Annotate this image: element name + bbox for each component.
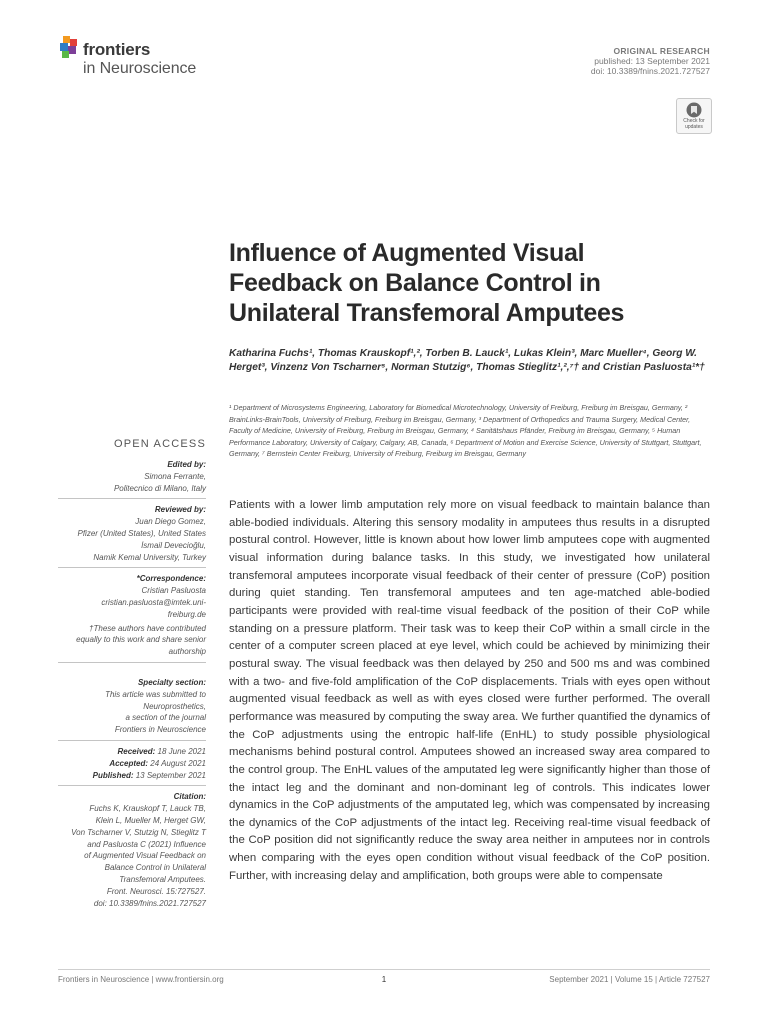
citation-line: Klein L, Mueller M, Herget GW,	[95, 815, 206, 825]
specialty-line: Frontiers in Neuroscience	[114, 725, 206, 735]
reviewer-affiliation: Namik Kemal University, Turkey	[93, 552, 206, 562]
editor-name: Simona Ferrante,	[144, 471, 206, 481]
page-number: 1	[381, 975, 387, 984]
article-title: Influence of Augmented Visual Feedback on Balance Control in Unilateral Transfemoral Amputees	[229, 239, 625, 327]
citation-line: Transfemoral Amputees.	[119, 874, 206, 884]
published-date-sidebar: Published: 13 September 2021	[92, 770, 206, 780]
journal-logo	[58, 36, 218, 80]
reviewer-name: İsmail Devecioğlu,	[141, 540, 206, 550]
editor-affiliation: Politecnico di Milano, Italy	[113, 483, 206, 493]
citation-line: and Pasluosta C (2021) Influence	[87, 839, 206, 849]
check-for-updates-badge[interactable]	[676, 98, 712, 134]
abstract-text: Patients with a lower limb amputation rely more on visual feedback to maintain balance than able-bodied individuals. Altering this sensory modality in amputees thus results in a disrupted postural control. However, little is known about how lower limb amputees cope with augmented visual information during balance tasks. In this study, we investigated how unilateral transfemoral amputees incorporate visual feedback of their center of pressure (CoP) position during quiet standing. Ten transfemoral amputees and ten age-matched able-bodied participants were provided with real-time visual feedback of the position of their CoP while standing on a pressure platform. Their task was to keep their CoP within a small circle in the center of a computer screen placed at eye level, which could be achieved by minimizing their postural sway. The visual feedback was then delayed by 250 and 500 ms and was combined with a two- and five-fold amplification of the CoP displacements. Trials with eyes open without augmented visual feedback as well as with eyes closed were further performed. The overall performance was measured by computing the sway area. We further quantified the dynamics of the CoP adjustments using the entropic half-life (EnHL) to study possible physiological mechanisms behind postural control. Amputees showed an increased sway area compared to the control group. The EnHL values of the amputated leg were significantly higher than those of the intact leg and the dominant and non-dominant leg of controls. This indicates lower dynamics in the CoP adjustments of the amputated leg, which was compensated by increasing the dynamics of the CoP adjustments of the intact leg. Receiving real-time visual feedback of the CoP position did not significantly reduce the sway area neither in amputees nor in controls when comparing with the eyes open condition without visual feedback of the CoP position. Further, with increasing delay and amplification, both groups were able to compensate	[229, 499, 710, 882]
doi: doi: 10.3389/fnins.2021.727527	[590, 66, 710, 76]
divider	[58, 498, 206, 499]
specialty-line: Neuroprosthetics,	[143, 701, 206, 711]
correspondence-label: *Correspondence:	[136, 574, 206, 584]
published-date: published: 13 September 2021	[594, 56, 710, 66]
article-sidebar	[58, 438, 206, 909]
contribution-note: authorship	[168, 647, 206, 657]
badge-text: Check for updates	[683, 118, 705, 130]
spacer	[58, 668, 206, 677]
edited-by-label: Edited by:	[167, 460, 206, 469]
article-header-info	[460, 46, 710, 76]
specialty-label: Specialty section:	[137, 677, 206, 687]
divider	[58, 785, 206, 786]
specialty-line: a section of the journal	[125, 713, 206, 723]
divider	[58, 662, 206, 663]
citation-line: Von Tscharner V, Stutzig N, Stieglitz T	[71, 827, 206, 837]
footer-issue-info: September 2021 | Volume 15 | Article 727527	[549, 975, 710, 984]
logo-line1: frontiers	[83, 40, 151, 59]
frontiers-logo-icon	[58, 36, 80, 62]
citation-line: Front. Neurosci. 15:727527.	[106, 886, 206, 896]
citation-doi[interactable]: doi: 10.3389/fnins.2021.727527	[93, 898, 206, 908]
page-footer	[58, 969, 710, 984]
affiliations: ¹ Department of Microsystems Engineering, Laboratory for Biomedical Microtechnology, University of Freiburg, Freiburg im Breisgau, Germany, ² BrainLinks-BrainTools, University of Freiburg, Freiburg im Breisgau, Germany, ³ Department of Orthopedics and Trauma Surgery, Medical Center, Faculty of Medicine, University of Freiburg, Freiburg im Breisgau, Germany, ⁴ Sanitätshaus Pfänder, Freiburg im Breisgau, Germany, ⁵ Human Performance Laboratory, University of Calgary, Calgary, AB, Canada, ⁶ Department of Motion and Exercise Science, University of Stuttgart, Stuttgart, Germany, ⁷ Bernstein Center Freiburg, University of Freiburg, Freiburg im Breisgau, Germany	[229, 403, 702, 458]
divider	[58, 567, 206, 568]
contribution-note: †These authors have contributed	[89, 623, 206, 633]
citation-label: Citation:	[173, 792, 206, 802]
footer-journal-link[interactable]: Frontiers in Neuroscience | www.frontiersin.org	[58, 975, 224, 984]
reviewer-affiliation: Pfizer (United States), United States	[77, 528, 206, 538]
citation-line: Fuchs K, Krauskopf T, Lauck TB,	[89, 804, 206, 814]
received-date: Received: 18 June 2021	[117, 746, 206, 756]
citation-line: Balance Control in Unilateral	[104, 863, 206, 873]
specialty-line: This article was submitted to	[105, 689, 206, 699]
reviewer-name: Juan Diego Gomez,	[135, 517, 206, 527]
author-list: Katharina Fuchs¹, Thomas Krauskopf¹,², Torben B. Lauck¹, Lukas Klein³, Marc Mueller⁴, Georg W. Herget³, Vinzenz Von Tscharner⁵, Norman Stutzig⁶, Thomas Stieglitz¹,²,⁷† and Cristian Pasluosta¹*†	[229, 348, 705, 373]
divider	[58, 740, 206, 741]
correspondent-email[interactable]: freiburg.de	[167, 609, 206, 619]
open-access-label: OPEN ACCESS	[113, 438, 206, 450]
correspondent-name: Cristian Pasluosta	[141, 586, 206, 596]
contribution-note: equally to this work and share senior	[76, 635, 206, 645]
article-type: ORIGINAL RESEARCH	[613, 46, 710, 56]
accepted-date: Accepted: 24 August 2021	[109, 758, 206, 768]
bookmark-icon	[686, 102, 702, 118]
reviewed-by-label: Reviewed by:	[154, 505, 206, 515]
logo-line2: in Neuroscience	[83, 60, 197, 77]
correspondent-email[interactable]: cristian.pasluosta@imtek.uni-	[101, 597, 206, 607]
citation-line: of Augmented Visual Feedback on	[84, 851, 206, 861]
